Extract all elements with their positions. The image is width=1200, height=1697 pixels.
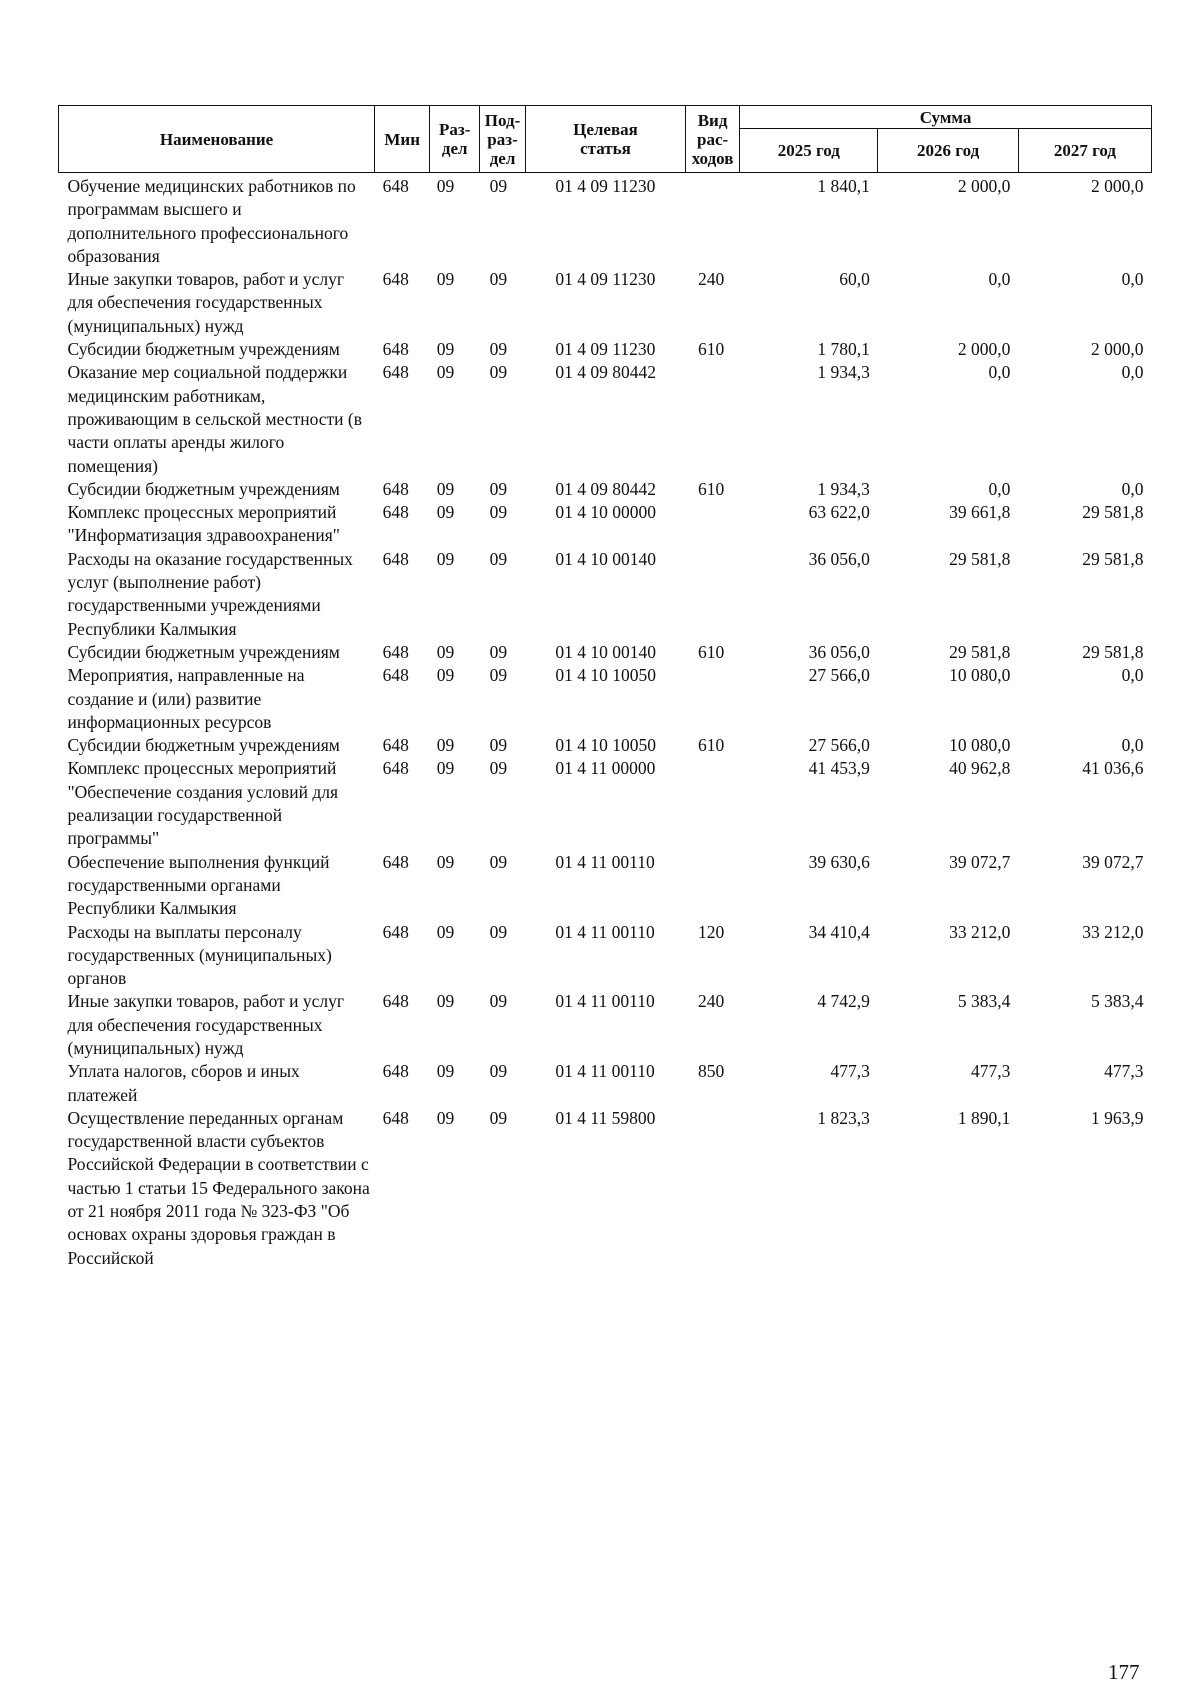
table-row: [59, 664, 1152, 734]
table-row: [59, 361, 1152, 477]
row-min: 648: [382, 665, 409, 686]
row-sum-2025: 27 566,0: [808, 735, 870, 756]
row-podrazdel: 09: [489, 758, 508, 779]
header-podrazdel: Под- раз- дел: [480, 106, 526, 173]
row-razdel: 09: [436, 758, 455, 779]
row-podrazdel: 09: [489, 339, 508, 360]
row-expense-type: [686, 1107, 740, 1270]
row-sum-2026: 0,0: [988, 269, 1011, 290]
row-sum-2026: 33 212,0: [949, 921, 1011, 942]
row-sum-2025: 27 566,0: [808, 665, 870, 686]
row-razdel: 09: [436, 735, 455, 756]
row-min: 648: [382, 1061, 409, 1082]
row-podrazdel: 09: [489, 1107, 508, 1128]
row-sum-2027: 0,0: [1121, 478, 1144, 499]
row-name: Расходы на выплаты персоналу государственных (муниципальных) органов: [67, 921, 332, 989]
row-expense-type: [686, 664, 740, 734]
table-row: [59, 757, 1152, 850]
row-sum-2025: 1 934,3: [817, 478, 870, 499]
row-sum-2027: 33 212,0: [1082, 921, 1144, 942]
row-expense-type: 240: [697, 269, 725, 290]
table-row: [59, 921, 1152, 991]
row-podrazdel: 09: [489, 176, 508, 196]
table-row: [59, 1107, 1152, 1270]
row-podrazdel: 09: [489, 665, 508, 686]
row-sum-2026: 29 581,8: [949, 548, 1011, 569]
row-name: Обучение медицинских работников по программам высшего и дополнительного профессионального образования: [67, 176, 356, 266]
row-razdel: 09: [436, 176, 455, 196]
row-name: Субсидии бюджетным учреждениям: [67, 339, 340, 360]
row-podrazdel: 09: [489, 641, 508, 662]
row-razdel: 09: [436, 641, 455, 662]
row-sum-2025: 39 630,6: [808, 851, 870, 872]
row-sum-2026: 2 000,0: [957, 339, 1011, 360]
row-name: Обеспечение выполнения функций государственными органами Республики Калмыкия: [67, 851, 330, 919]
row-expense-type: 240: [697, 991, 725, 1012]
row-min: 648: [382, 1107, 409, 1128]
header-name: Наименование: [59, 106, 375, 173]
row-target-article: 01 4 11 00110: [555, 1061, 655, 1082]
row-podrazdel: 09: [489, 502, 508, 523]
table-row: [59, 1060, 1152, 1107]
header-year-2027: 2027 год: [1018, 129, 1151, 173]
row-min: 648: [382, 176, 409, 196]
row-sum-2027: 0,0: [1121, 665, 1144, 686]
row-sum-2025: 1 780,1: [817, 339, 870, 360]
row-razdel: 09: [436, 362, 455, 383]
header-min: Мин: [375, 106, 430, 173]
row-sum-2027: 1 963,9: [1091, 1107, 1144, 1128]
table-row: [59, 990, 1152, 1060]
row-podrazdel: 09: [489, 269, 508, 290]
budget-table: [58, 105, 1152, 1270]
row-target-article: 01 4 09 11230: [555, 269, 656, 290]
row-target-article: 01 4 09 11230: [555, 176, 656, 196]
row-sum-2025: 36 056,0: [808, 641, 870, 662]
row-sum-2027: 29 581,8: [1082, 641, 1144, 662]
row-target-article: 01 4 09 80442: [555, 478, 657, 499]
row-min: 648: [382, 991, 409, 1012]
row-target-article: 01 4 10 00140: [555, 641, 657, 662]
row-expense-type: [686, 851, 740, 921]
row-sum-2026: 10 080,0: [949, 735, 1011, 756]
row-razdel: 09: [436, 921, 455, 942]
row-expense-type: [686, 757, 740, 850]
header-expense-type: Вид рас- ходов: [686, 106, 740, 173]
table-row: [59, 501, 1152, 548]
row-sum-2025: 34 410,4: [808, 921, 870, 942]
row-expense-type: [686, 361, 740, 477]
header-sum: Сумма: [740, 106, 1152, 129]
row-sum-2025: 60,0: [839, 269, 870, 290]
row-sum-2027: 41 036,6: [1082, 758, 1144, 779]
row-razdel: 09: [436, 851, 455, 872]
row-target-article: 01 4 11 00000: [555, 758, 656, 779]
row-min: 648: [382, 548, 409, 569]
row-name: Уплата налогов, сборов и иных платежей: [67, 1061, 300, 1105]
row-name: Мероприятия, направленные на создание и (или) развитие информационных ресурсов: [67, 665, 305, 732]
row-podrazdel: 09: [489, 478, 508, 499]
row-expense-type: [686, 173, 740, 269]
row-target-article: 01 4 10 00000: [555, 502, 657, 523]
row-name: Субсидии бюджетным учреждениям: [67, 478, 340, 499]
table-row: [59, 641, 1152, 664]
row-sum-2027: 5 383,4: [1091, 991, 1144, 1012]
row-min: 648: [382, 921, 409, 942]
row-sum-2026: 39 661,8: [949, 502, 1011, 523]
row-target-article: 01 4 11 00110: [555, 921, 655, 942]
row-sum-2027: 2 000,0: [1091, 339, 1144, 360]
row-expense-type: 610: [697, 641, 725, 662]
row-target-article: 01 4 11 00110: [555, 991, 655, 1012]
row-sum-2025: 1 934,3: [817, 362, 870, 383]
table-row: [59, 851, 1152, 921]
row-sum-2027: 0,0: [1121, 735, 1144, 756]
row-sum-2025: 36 056,0: [808, 548, 870, 569]
row-razdel: 09: [436, 1061, 455, 1082]
header-razdel: Раз- дел: [430, 106, 480, 173]
row-sum-2025: 63 622,0: [808, 502, 870, 523]
row-sum-2026: 2 000,0: [957, 176, 1011, 196]
row-podrazdel: 09: [489, 921, 508, 942]
row-sum-2027: 29 581,8: [1082, 548, 1144, 569]
header-target-article: Целевая статья: [525, 106, 685, 173]
row-min: 648: [382, 269, 409, 290]
row-name: Иные закупки товаров, работ и услуг для обеспечения государственных (муниципальных) нужд: [67, 991, 345, 1058]
row-sum-2027: 39 072,7: [1082, 851, 1144, 872]
row-name: Иные закупки товаров, работ и услуг для обеспечения государственных (муниципальных) нужд: [67, 269, 345, 336]
row-expense-type: 610: [697, 339, 725, 360]
row-sum-2026: 0,0: [988, 478, 1011, 499]
row-sum-2026: 10 080,0: [949, 665, 1011, 686]
row-target-article: 01 4 09 80442: [555, 362, 657, 383]
page-number: 177: [1108, 1660, 1140, 1684]
row-podrazdel: 09: [489, 851, 508, 872]
row-podrazdel: 09: [489, 362, 508, 383]
row-podrazdel: 09: [489, 735, 508, 756]
row-name: Комплекс процессных мероприятий "Обеспечение создания условий для реализации государственной программы": [67, 758, 339, 849]
row-razdel: 09: [436, 269, 455, 290]
row-sum-2027: 0,0: [1121, 362, 1144, 383]
row-name: Осуществление переданных органам государственной власти субъектов Российской Федерации в соответствии с частью 1 статьи 15 Федерального закона от 21 ноября 2011 года № 323-ФЗ "Об основах охраны здоровья граждан в Российской: [67, 1107, 370, 1268]
table-row: [59, 478, 1152, 501]
row-sum-2026: 40 962,8: [949, 758, 1011, 779]
row-sum-2026: 39 072,7: [949, 851, 1011, 872]
row-razdel: 09: [436, 339, 455, 360]
row-razdel: 09: [436, 478, 455, 499]
row-target-article: 01 4 10 00140: [555, 548, 657, 569]
header-year-2026: 2026 год: [878, 129, 1018, 173]
row-expense-type: [686, 548, 740, 641]
row-target-article: 01 4 10 10050: [555, 665, 657, 686]
table-row: [59, 338, 1152, 361]
row-min: 648: [382, 641, 409, 662]
row-target-article: 01 4 10 10050: [555, 735, 657, 756]
row-podrazdel: 09: [489, 991, 508, 1012]
row-razdel: 09: [436, 502, 455, 523]
row-sum-2025: 1 840,1: [817, 176, 870, 196]
row-expense-type: [686, 501, 740, 548]
row-sum-2025: 41 453,9: [808, 758, 870, 779]
row-target-article: 01 4 11 00110: [555, 851, 655, 872]
row-sum-2026: 0,0: [988, 362, 1011, 383]
header-year-2025: 2025 год: [740, 129, 878, 173]
row-expense-type: 850: [697, 1061, 725, 1082]
table-row: [59, 173, 1152, 269]
row-razdel: 09: [436, 548, 455, 569]
row-name: Расходы на оказание государственных услуг (выполнение работ) государственными учреждениями Республики Калмыкия: [67, 548, 353, 639]
row-podrazdel: 09: [489, 1061, 508, 1082]
row-name: Субсидии бюджетным учреждениям: [67, 735, 340, 756]
row-target-article: 01 4 11 59800: [555, 1107, 656, 1128]
row-sum-2027: 477,3: [1104, 1061, 1144, 1082]
row-sum-2027: 0,0: [1121, 269, 1144, 290]
row-expense-type: 120: [697, 921, 725, 942]
row-name: Оказание мер социальной поддержки медицинским работникам, проживающим в сельской местности (в части оплаты аренды жилого помещения): [67, 362, 363, 476]
row-sum-2026: 29 581,8: [949, 641, 1011, 662]
table-row: [59, 734, 1152, 757]
row-sum-2025: 477,3: [830, 1061, 870, 1082]
row-razdel: 09: [436, 665, 455, 686]
table-row: [59, 548, 1152, 641]
row-sum-2027: 2 000,0: [1091, 176, 1144, 196]
row-expense-type: 610: [697, 478, 725, 499]
row-min: 648: [382, 362, 409, 383]
row-min: 648: [382, 851, 409, 872]
row-razdel: 09: [436, 991, 455, 1012]
row-sum-2025: 4 742,9: [817, 991, 870, 1012]
row-sum-2025: 1 823,3: [817, 1107, 870, 1128]
row-razdel: 09: [436, 1107, 455, 1128]
row-name: Комплекс процессных мероприятий "Информатизация здравоохранения": [67, 502, 340, 546]
row-sum-2026: 1 890,1: [957, 1107, 1011, 1128]
table-body: [59, 173, 1152, 1270]
row-expense-type: 610: [697, 735, 725, 756]
row-name: Субсидии бюджетным учреждениям: [67, 641, 340, 662]
row-target-article: 01 4 09 11230: [555, 339, 656, 360]
row-sum-2026: 5 383,4: [957, 991, 1011, 1012]
row-min: 648: [382, 339, 409, 360]
row-podrazdel: 09: [489, 548, 508, 569]
row-min: 648: [382, 735, 409, 756]
row-min: 648: [382, 502, 409, 523]
row-sum-2026: 477,3: [970, 1061, 1011, 1082]
table-row: [59, 268, 1152, 338]
row-sum-2027: 29 581,8: [1082, 502, 1144, 523]
row-min: 648: [382, 478, 409, 499]
row-min: 648: [382, 758, 409, 779]
